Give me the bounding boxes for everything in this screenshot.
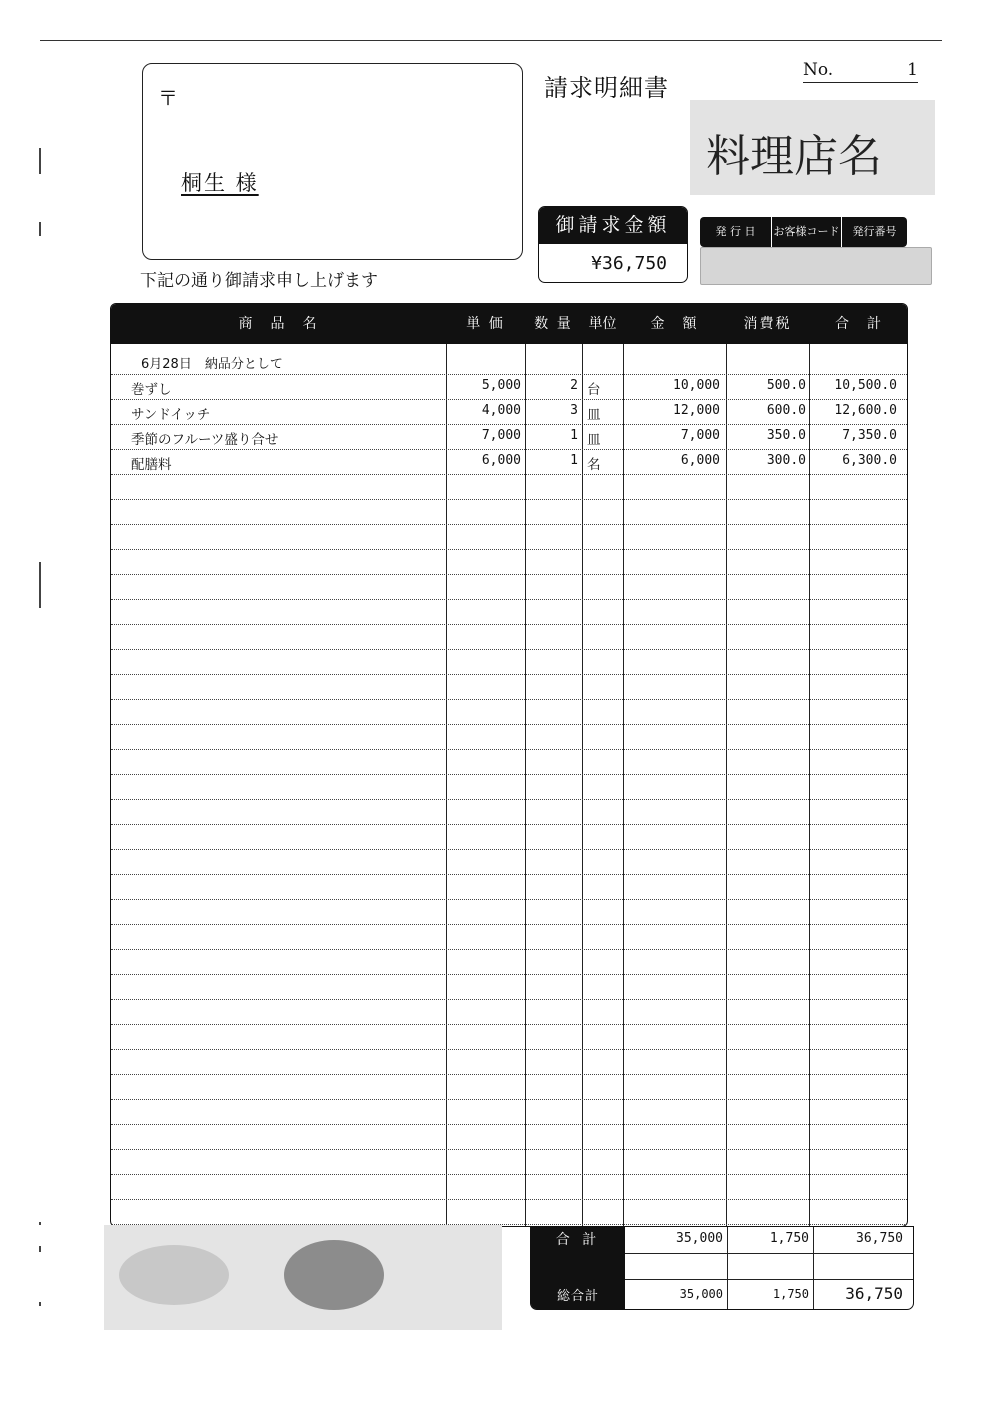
issue-date-label: 発 行 日: [700, 217, 772, 247]
amount: 10,000: [673, 378, 720, 393]
table-rule-line: [111, 524, 908, 525]
delivery-note: 6月28日 納品分として: [141, 357, 283, 372]
table-header: [111, 304, 908, 344]
table-rule-line: [111, 699, 908, 700]
top-rule: [40, 40, 942, 41]
table-rule-line: [111, 724, 908, 725]
table-rule-line: [111, 774, 908, 775]
column-divider: [446, 344, 447, 1226]
row-total: 10,500.0: [834, 378, 897, 393]
issue-number-label: 発行番号: [852, 225, 897, 238]
table-rule-line: [111, 1074, 908, 1075]
issue-info-redacted: [700, 247, 932, 285]
postal-mark: 〒: [158, 86, 178, 110]
document-title: 請求明細書: [544, 74, 669, 102]
table-row: [111, 374, 908, 399]
amount: 6,000: [680, 453, 720, 468]
document-number-label: No.: [803, 60, 834, 80]
subtotal-tax: 1,750: [769, 1231, 809, 1246]
margin-mark: [39, 222, 41, 236]
table-rule-line: [111, 924, 908, 925]
margin-mark: [39, 1302, 41, 1306]
invoice-table: [110, 303, 908, 1227]
quantity: 3: [570, 403, 578, 418]
table-rule-line: [111, 749, 908, 750]
grand-tax: 1,750: [772, 1287, 809, 1301]
issue-info-header: [700, 217, 907, 247]
header-unit-price: 単 価: [466, 316, 505, 332]
address-box: [142, 63, 523, 260]
table-rule-line: [111, 674, 908, 675]
table-rule-line: [111, 1024, 908, 1025]
header-tax: 消費税: [743, 316, 792, 332]
header-total: 合 計: [835, 316, 883, 332]
table-note-row: [111, 349, 908, 374]
unit: 皿: [587, 407, 601, 423]
table-row: [111, 449, 908, 474]
table-rule-line: [111, 549, 908, 550]
redacted-blob: [284, 1240, 384, 1310]
customer-code-label: お客様コード: [772, 217, 842, 247]
table-rule-line: [111, 474, 908, 475]
table-rule-line: [111, 599, 908, 600]
row-total: 7,350.0: [842, 428, 897, 443]
document-number: [803, 60, 918, 83]
table-rule-line: [111, 1149, 908, 1150]
amount: 7,000: [680, 428, 720, 443]
table-rule-line: [111, 1199, 908, 1200]
shop-name-box: [690, 100, 935, 195]
item-name: サンドイッチ: [131, 407, 211, 423]
column-divider: [809, 344, 810, 1226]
column-divider: [623, 344, 624, 1226]
table-rule-line: [111, 649, 908, 650]
table-rule-line: [111, 999, 908, 1000]
subtotal-label: 合 計: [531, 1227, 625, 1253]
margin-mark: [39, 562, 41, 608]
totals-box: [530, 1226, 914, 1310]
table-rule-line: [111, 799, 908, 800]
table-rule-line: [111, 874, 908, 875]
tax: 500.0: [766, 378, 806, 393]
unit-price: 5,000: [481, 378, 521, 393]
table-rule-line: [111, 849, 908, 850]
redacted-blob: [119, 1245, 229, 1305]
header-quantity: 数 量: [534, 316, 573, 332]
recipient-name: 桐生 様: [181, 171, 259, 195]
table-rule-line: [111, 499, 908, 500]
item-name: 巻ずし: [131, 382, 172, 398]
table-rule-line: [111, 949, 908, 950]
row-total: 12,600.0: [834, 403, 897, 418]
grand-amount: 35,000: [679, 1287, 723, 1301]
tax: 350.0: [766, 428, 806, 443]
table-rule-line: [111, 1099, 908, 1100]
billing-amount-label: 御請求金額: [539, 207, 687, 244]
table-row: [111, 424, 908, 449]
tax: 300.0: [766, 453, 806, 468]
margin-mark: [39, 1222, 41, 1225]
table-rule-line: [111, 974, 908, 975]
table-row: [111, 399, 908, 424]
redacted-footer: [104, 1225, 502, 1330]
quantity: 1: [570, 428, 578, 443]
totals-row-line: [625, 1253, 913, 1254]
item-name: 配膳料: [131, 457, 172, 473]
item-name: 季節のフルーツ盛り合せ: [131, 432, 279, 448]
column-divider: [525, 344, 526, 1226]
subtotal-total: 36,750: [856, 1231, 903, 1246]
unit: 台: [587, 382, 601, 398]
column-divider: [726, 344, 727, 1226]
table-rule-line: [111, 1174, 908, 1175]
billing-amount-box: [538, 206, 688, 283]
totals-row-line: [625, 1279, 913, 1280]
table-rule-line: [111, 574, 908, 575]
unit: 名: [587, 457, 601, 473]
column-divider: [582, 344, 583, 1226]
margin-mark: [39, 148, 41, 174]
amount: 12,000: [673, 403, 720, 418]
table-rule-line: [111, 624, 908, 625]
header-unit: 単位: [588, 316, 617, 332]
unit: 皿: [587, 432, 601, 448]
table-rule-line: [111, 824, 908, 825]
quantity: 2: [570, 378, 578, 393]
document-number-value: 1: [907, 60, 918, 80]
header-item: 商 品 名: [238, 316, 319, 332]
shop-name: 料理店名: [706, 131, 882, 182]
margin-mark: [39, 1246, 41, 1252]
greeting-text: 下記の通り御請求申し上げます: [140, 271, 378, 291]
grand-total: 36,750: [845, 1284, 903, 1303]
billing-amount-value: ¥36,750: [591, 253, 667, 274]
grand-total-label: 総合計: [531, 1283, 625, 1310]
row-total: 6,300.0: [842, 453, 897, 468]
header-amount: 金 額: [650, 316, 699, 332]
unit-price: 7,000: [481, 428, 521, 443]
tax: 600.0: [766, 403, 806, 418]
table-rule-line: [111, 899, 908, 900]
unit-price: 4,000: [481, 403, 521, 418]
unit-price: 6,000: [481, 453, 521, 468]
table-rule-line: [111, 1049, 908, 1050]
subtotal-amount: 35,000: [676, 1231, 723, 1246]
table-rule-line: [111, 1124, 908, 1125]
quantity: 1: [570, 453, 578, 468]
